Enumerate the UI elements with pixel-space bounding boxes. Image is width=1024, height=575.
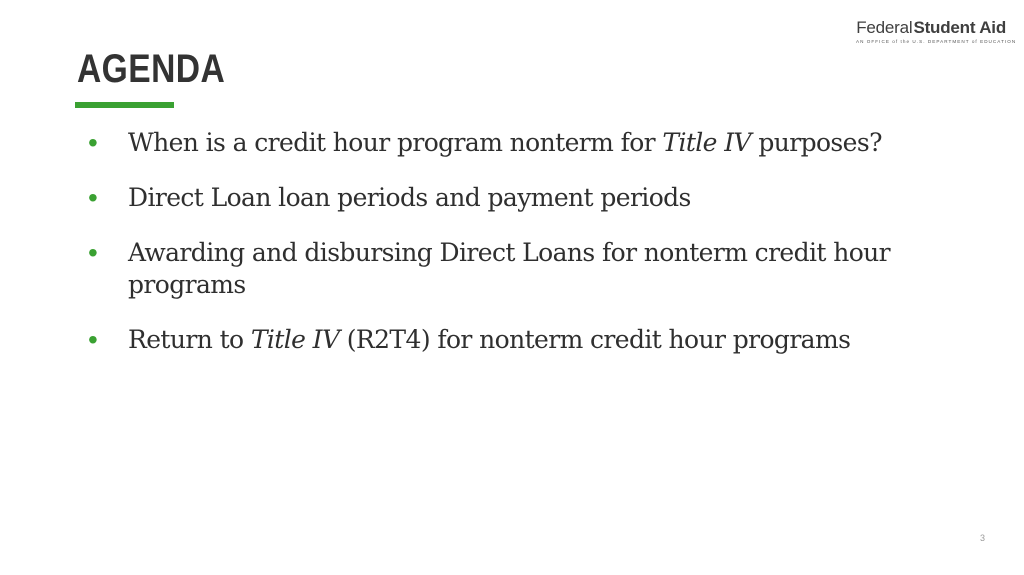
agenda-item-text [128, 183, 691, 212]
bullet-icon: • [88, 182, 98, 213]
page-number: 3 [980, 533, 986, 543]
agenda-list [88, 127, 938, 379]
agenda-item-text-start: When is a credit hour program nonterm for [128, 128, 663, 157]
agenda-item [88, 237, 938, 301]
slide-title: AGENDA [77, 47, 226, 91]
bullet-icon: • [88, 324, 98, 355]
agenda-item-text-end: purposes? [750, 128, 882, 157]
bullet-icon: • [88, 237, 98, 268]
agenda-item-text [128, 238, 890, 299]
federal-student-aid-logo [856, 18, 1017, 44]
logo-wordmark [856, 18, 1006, 38]
agenda-item [88, 127, 938, 159]
agenda-item-text-start: Direct Loan loan periods and payment periods [128, 183, 691, 212]
logo-federal-text: Federal [856, 18, 913, 37]
agenda-item-text [128, 325, 850, 354]
logo-tagline: AN OFFICE of the U.S. DEPARTMENT of EDUCATION [856, 39, 1017, 44]
agenda-item-italic: Title IV [662, 128, 751, 157]
logo-student-aid-text: Student Aid [913, 18, 1006, 37]
agenda-item-text-start: Return to [128, 325, 251, 354]
agenda-item-text-end: (R2T4) for nonterm credit hour programs [339, 325, 851, 354]
title-underline [75, 102, 174, 108]
agenda-item-italic: Title IV [250, 325, 340, 354]
agenda-item-text-start: Awarding and disbursing Direct Loans for nonterm credit hour programs [128, 238, 891, 299]
bullet-icon: • [88, 127, 98, 158]
agenda-item-text [128, 128, 882, 157]
agenda-item [88, 324, 938, 356]
agenda-item [88, 182, 938, 214]
